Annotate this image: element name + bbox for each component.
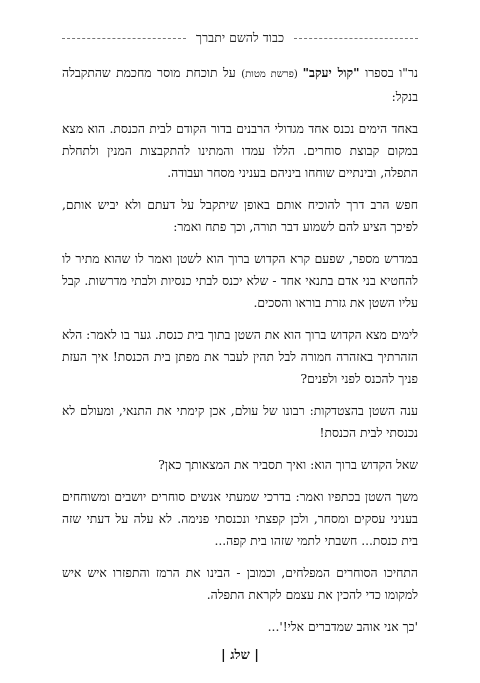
header-rule-right xyxy=(294,38,418,39)
book-title: "קול יעקב" xyxy=(302,65,360,80)
paragraph-8: משך השטן בכתפיו ואמר: בדרכי שמעתי אנשים סוחרים יושבים ומשוחחים בעניני עסקים ומסחר, ולכן קפצתי ונכנסתי פנימה. לא עלה על דעתי שזה בית כנסת... חשבתי לתמי שזהו בית קפה... xyxy=(62,490,418,548)
page-number: | שלג | xyxy=(220,648,260,663)
paragraph-6: ענה השטן בהצטדקות: רבונו של עולם, אכן קימתי את התנאי, ומעולם לא נכנסתי לבית הכנסת! xyxy=(62,404,418,440)
paragraph-3: חפש הרב דרך להוכיח אותם באופן שיתקבל על דעתם ולא יביש אותם, לפיכך הציע להם לשמוע דבר תורה, וכך פתח ואמר: xyxy=(62,198,418,234)
paragraph-4: במדרש מספר, שפעם קרא הקדוש ברוך הוא לשטן ואמר לו שהוא מתיר לו להחטיא בני אדם בתנאי אחד - שלא יכנס לבתי כנסיות ולבתי מדרשות. קבל עליו השטן את גזרת בוראו והסכים. xyxy=(62,252,418,310)
paragraph-5: לימים מצא הקדוש ברוך הוא את השטן בתוך בית כנסת. גער בו לאמר: הלא הזהרתיך באזהרה חמורה לבל תהין לעבר את מפתן בית הכנסת! איך העזת פניך להכנס לפני ולפנים? xyxy=(62,328,418,386)
parasha-reference: (פרשת מטות) xyxy=(241,69,303,80)
running-header xyxy=(62,30,418,46)
paragraph-7: שאל הקדוש ברוך הוא: ואיך תסביר את המצאותך כאן? xyxy=(158,458,418,472)
intro-rest: על תוכחת מוסר מחכמת שהתקבלה בנקל: xyxy=(62,66,418,104)
header-rule-left xyxy=(62,38,186,39)
paragraph-10: 'כך אני אוהב שמדברים אלי!'... xyxy=(267,620,418,634)
intro-lead: נר"ו בספרו xyxy=(359,66,418,80)
header-title: כבוד להשם יתברך xyxy=(195,30,285,45)
paragraph-intro xyxy=(62,62,418,108)
paragraph-2: באחד הימים נכנס אחד מגדולי הרבנים בדור הקודם לבית הכנסת. הוא מצא במקום קבוצת סוחרים. הללו עמדו והמתינו להתקבצות המנין ולתחלת התפלה, ובינתיים שוחחו ביניהם בעניני מסחר ועבודה. xyxy=(62,122,418,180)
body-text xyxy=(62,62,418,648)
paragraph-9: התחיכו הסוחרים המפלחים, וכמובן - הבינו את הרמז והתפזרו איש איש למקומו כדי להכין את עצמם לקראת התפלה. xyxy=(62,566,418,602)
